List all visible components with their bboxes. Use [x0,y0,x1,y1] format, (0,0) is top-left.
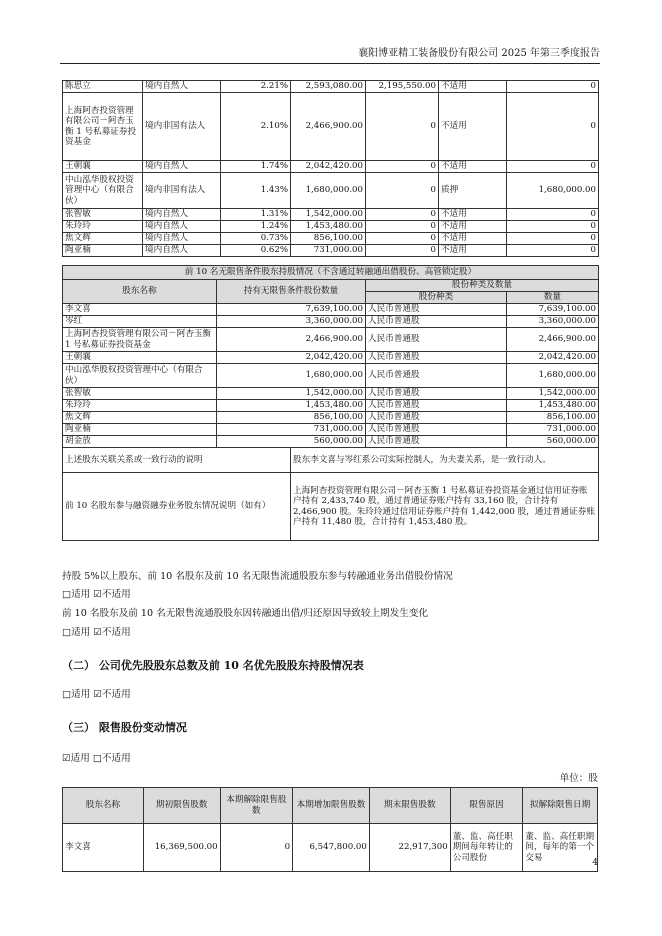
share-qty: 560,000.00 [507,436,599,448]
securities-lending-check: □适用 ☑不适用 [62,589,131,600]
pledge-qty: 0 [507,81,599,93]
unrestricted-title: 前 10 名无限售条件股东持股情况（不含通过转融通出借股份、高管锁定股） [63,266,599,280]
shareholder-name: 李文喜 [63,304,217,316]
share-type: 人民币普通股 [366,436,507,448]
unrestricted-shares: 2,466,900.00 [217,328,366,352]
pledge-status: 不适用 [439,81,507,93]
pledge-status: 不适用 [439,209,507,221]
shareholder-name: 陈思立 [63,81,143,93]
table-row [63,424,599,436]
unrestricted-shares: 560,000.00 [217,436,366,448]
restricted-shares: 0 [366,161,439,173]
share-type: 人民币普通股 [366,412,507,424]
share-qty: 1,453,480.00 [507,400,599,412]
shareholder-name: 张智敏 [63,209,143,221]
holding-pct: 0.62% [221,245,291,257]
top-shareholders-table [62,80,599,257]
rt-end: 22,917,300 [369,824,450,872]
holding-shares: 1,453,480.00 [291,221,366,233]
table-row [63,352,599,364]
holding-pct: 1.43% [221,173,291,209]
pledge-status: 不适用 [439,221,507,233]
unrestricted-shares: 3,360,000.00 [217,316,366,328]
holding-pct: 1.24% [221,221,291,233]
table-row [63,81,599,93]
pledge-status: 质押 [439,173,507,209]
table-row [63,328,599,352]
restricted-shares: 0 [366,209,439,221]
unrestricted-shares: 1,542,000.00 [217,388,366,400]
restricted-shares: 0 [366,221,439,233]
unrestricted-shares: 1,453,480.00 [217,400,366,412]
pledge-qty: 0 [507,233,599,245]
restricted-shares: 0 [366,93,439,161]
shareholder-name: 张智敏 [63,388,217,400]
table-row [63,304,599,316]
shareholder-name: 陶亚楠 [63,245,143,257]
holding-shares: 1,680,000.00 [291,173,366,209]
holding-shares: 2,593,080.00 [291,81,366,93]
relation-text: 股东李文喜与岑红系公司实际控制人，为夫妻关系，是一致行动人。 [291,448,599,473]
pledge-qty: 0 [507,93,599,161]
margin-text: 上海阿杏投资管理有限公司－阿杏玉衡 1 号私募证券投资基金通过信用证券账户持有 2,433,740 股，通过普通证券账户持有 33,160 股，合计持有 2,466,900 股。朱玲玲通过信用证券账户持有 1,442,000 股，通过普通证券账户持有 11,480 股，合计持有 1,453,480 股。 [291,473,599,541]
table-row [63,93,599,161]
rh-added: 本期增加限售股数 [293,788,370,824]
shareholder-type: 境内非国有法人 [143,173,221,209]
holding-pct: 1.31% [221,209,291,221]
shareholder-type: 境内自然人 [143,209,221,221]
lending-change-note: 前 10 名股东及前 10 名无限售流通股股东因转融通出借/归还原因导致较上期发生变化 [62,608,429,619]
relation-label: 上述股东关联关系或一致行动的说明 [63,448,291,473]
rh-name: 股东名称 [63,788,144,824]
share-qty: 731,000.00 [507,424,599,436]
holding-shares: 856,100.00 [291,233,366,245]
rt-reason: 董、监、高任职期间每年转让的公司股份 [450,824,523,872]
table-row [63,209,599,221]
unrestricted-shares: 856,100.00 [217,412,366,424]
table-row [63,173,599,209]
unrestricted-shares: 731,000.00 [217,424,366,436]
share-qty: 2,042,420.00 [507,352,599,364]
share-qty: 1,542,000.00 [507,388,599,400]
share-qty: 2,466,900.00 [507,328,599,352]
holding-pct: 1.74% [221,161,291,173]
rt-released: 0 [220,824,293,872]
rh-date: 拟解除限售日期 [523,788,598,824]
shareholder-name: 上海阿杏投资管理有限公司－阿杏玉衡 1 号私募证券投资基金 [63,93,143,161]
table-row [63,364,599,388]
shareholder-type: 境内自然人 [143,161,221,173]
share-type: 人民币普通股 [366,400,507,412]
shareholder-name: 朱玲玲 [63,400,217,412]
page-number: 4 [592,858,598,868]
share-type: 人民币普通股 [366,304,507,316]
holding-shares: 2,466,900.00 [291,93,366,161]
restricted-shares: 0 [366,233,439,245]
shareholder-name: 胡金放 [63,436,217,448]
table-row [63,436,599,448]
pledge-status: 不适用 [439,93,507,161]
unrestricted-shares: 7,639,100.00 [217,304,366,316]
pledge-qty: 0 [507,245,599,257]
pledge-status: 不适用 [439,245,507,257]
rt-begin: 16,369,500.00 [143,824,220,872]
shareholder-name: 朱玲玲 [63,221,143,233]
rt-name: 李文喜 [63,824,144,872]
share-qty: 1,680,000.00 [507,364,599,388]
shareholder-name: 岑红 [63,316,217,328]
pledge-status: 不适用 [439,233,507,245]
shareholder-name: 中山泓华股权投资管理中心（有限合伙） [63,364,217,388]
holding-shares: 1,542,000.00 [291,209,366,221]
shareholder-name: 焦文辉 [63,233,143,245]
section-preferred-shares: （二） 公司优先股股东总数及前 10 名优先股股东持股情况表 [62,659,364,672]
share-type: 人民币普通股 [366,316,507,328]
shareholder-name: 王朝襄 [63,352,217,364]
holding-pct: 2.10% [221,93,291,161]
shareholder-type: 境内自然人 [143,221,221,233]
restricted-shares: 0 [366,245,439,257]
col-header-qty: 数量 [507,292,599,304]
holding-shares: 731,000.00 [291,245,366,257]
shareholder-type: 境内自然人 [143,81,221,93]
unit-label: 单位：股 [559,773,598,784]
pledge-status: 不适用 [439,161,507,173]
shareholder-type: 境内自然人 [143,233,221,245]
table-row [63,412,599,424]
rt-date: 董、监、高任职期间，每年的第一个交易 [523,824,598,872]
lending-change-check: □适用 ☑不适用 [62,627,131,638]
pledge-qty: 1,680,000.00 [507,173,599,209]
share-qty: 856,100.00 [507,412,599,424]
rh-end: 期末限售股数 [369,788,450,824]
col-header-type-group: 股份种类及数量 [366,280,599,292]
table-row [63,388,599,400]
preferred-shares-check: □适用 ☑不适用 [62,689,131,700]
table-row [63,316,599,328]
pledge-qty: 0 [507,161,599,173]
shareholder-name: 中山泓华股权投资管理中心（有限合伙） [63,173,143,209]
table-row [63,221,599,233]
share-type: 人民币普通股 [366,364,507,388]
holding-pct: 2.21% [221,81,291,93]
share-type: 人民币普通股 [366,424,507,436]
share-qty: 3,360,000.00 [507,316,599,328]
col-header-name: 股东名称 [63,280,217,304]
table-row [63,245,599,257]
shareholder-name: 王朝襄 [63,161,143,173]
section-restricted-shares: （三） 限售股份变动情况 [62,721,187,734]
securities-lending-note: 持股 5%以上股东、前 10 名股东及前 10 名无限售流通股股东参与转融通业务出借股份情况 [62,571,453,582]
unrestricted-shareholders-table [62,265,599,541]
unrestricted-shares: 1,680,000.00 [217,364,366,388]
pledge-qty: 0 [507,209,599,221]
rh-released: 本期解除限售股数 [220,788,293,824]
shareholder-name: 焦文辉 [63,412,217,424]
holding-shares: 2,042,420.00 [291,161,366,173]
restricted-shares-check: ☑适用 □不适用 [62,753,131,764]
margin-label: 前 10 名股东参与融资融券业务股东情况说明（如有） [63,473,291,541]
holding-pct: 0.73% [221,233,291,245]
rh-begin: 期初限售股数 [143,788,220,824]
shareholder-name: 陶亚楠 [63,424,217,436]
col-header-type: 股份种类 [366,292,507,304]
page-header: 襄阳博亚精工装备股份有限公司 2025 年第三季度报告 [60,44,600,64]
restricted-shares: 2,195,550.00 [366,81,439,93]
table-row [63,161,599,173]
col-header-shares: 持有无限售条件股份数量 [217,280,366,304]
rt-added: 6,547,800.00 [293,824,370,872]
share-type: 人民币普通股 [366,328,507,352]
share-qty: 7,639,100.00 [507,304,599,316]
table-row [63,400,599,412]
unrestricted-shares: 2,042,420.00 [217,352,366,364]
restricted-shares-table [62,787,598,872]
shareholder-name: 上海阿杏投资管理有限公司－阿杏玉衡 1 号私募证券投资基金 [63,328,217,352]
restricted-shares: 0 [366,173,439,209]
share-type: 人民币普通股 [366,388,507,400]
rh-reason: 限售原因 [450,788,523,824]
shareholder-type: 境内自然人 [143,245,221,257]
share-type: 人民币普通股 [366,352,507,364]
table-row [63,233,599,245]
pledge-qty: 0 [507,221,599,233]
shareholder-type: 境内非国有法人 [143,93,221,161]
